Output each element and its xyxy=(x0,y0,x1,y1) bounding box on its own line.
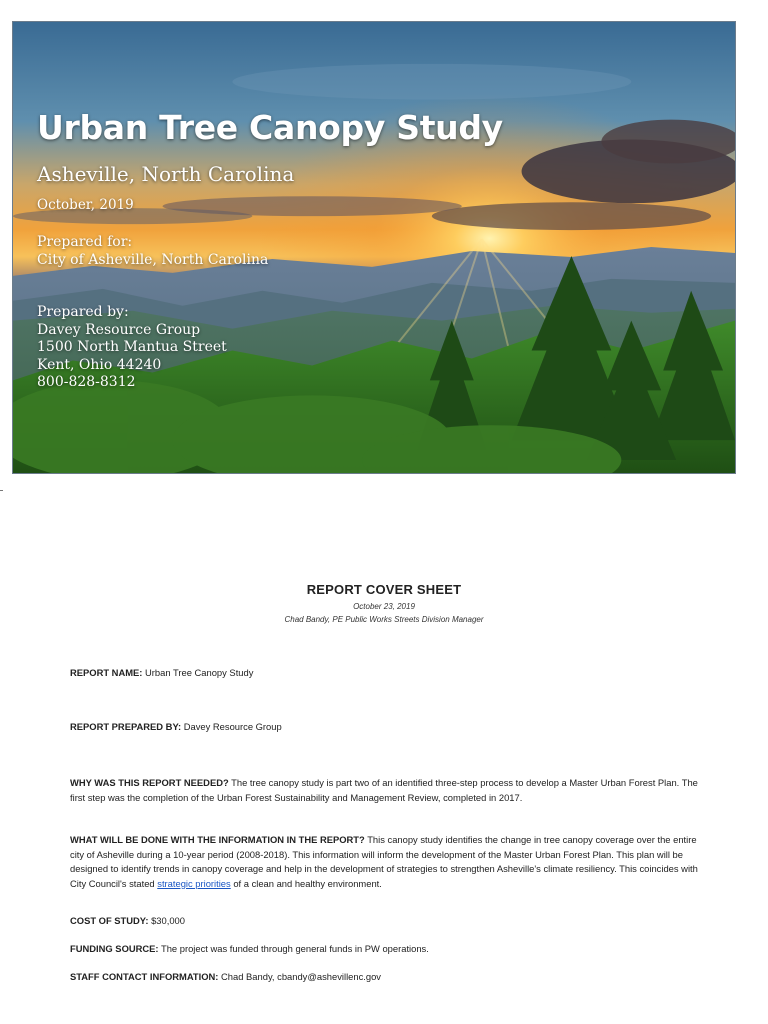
sheet-author: Chad Bandy, PE Public Works Streets Division Manager xyxy=(284,615,484,624)
what-done-text: This canopy study identifies the change in tree canopy coverage over the entire city of Asheville during a 10-year period (2008-2018). This information will inform the development of the Master Urban Forest Plan. This plan will be designed to identify trends in canopy coverage and help in the development of strategies to strengthen Asheville's climate resiliency. This coincides with City Council's stated xyxy=(70,834,698,889)
prepared-by-label: Prepared by: xyxy=(37,304,129,320)
prepared-by-line: Kent, Ohio 44240 xyxy=(37,356,162,373)
funding-value: The project was funded through general funds in PW operations. xyxy=(160,943,429,954)
cover-subtitle: Asheville, North Carolina xyxy=(37,162,295,186)
prepared-by-line: 800-828-8312 xyxy=(37,374,136,390)
cover-image xyxy=(12,21,736,474)
cost-value: $30,000 xyxy=(151,915,185,926)
what-done-label: WHAT WILL BE DONE WITH THE INFORMATION IN THE REPORT? xyxy=(70,834,365,845)
prepared-for-block xyxy=(37,234,268,269)
report-prepared-by-row xyxy=(70,720,700,735)
cover-title: Urban Tree Canopy Study xyxy=(37,108,503,147)
prepared-by-block xyxy=(37,304,227,392)
prepared-by-line: Davey Resource Group xyxy=(37,321,201,338)
prepared-for-name: City of Asheville, North Carolina xyxy=(37,251,269,268)
prepared-by-line: 1500 North Mantua Street xyxy=(37,339,227,355)
why-needed-label: WHY WAS THIS REPORT NEEDED? xyxy=(70,777,229,788)
cover-date: October, 2019 xyxy=(37,197,134,213)
report-name-label: REPORT NAME: xyxy=(70,667,143,678)
sheet-date: October 23, 2019 xyxy=(353,602,415,611)
report-name-value: Urban Tree Canopy Study xyxy=(145,667,254,678)
prepared-for-label: Prepared for: xyxy=(37,234,133,250)
cost-label: COST OF STUDY: xyxy=(70,915,149,926)
what-done-tail: of a clean and healthy environment. xyxy=(233,877,382,889)
margin-mark xyxy=(0,490,3,491)
report-prepared-by-value: Davey Resource Group xyxy=(183,721,282,732)
contact-row xyxy=(70,970,700,985)
funding-label: FUNDING SOURCE: xyxy=(70,943,159,954)
strategic-priorities-link[interactable]: strategic priorities xyxy=(157,877,231,889)
why-needed-text: The tree canopy study is part two of an identified three-step process to develop a Master Urban Forest Plan. The first step was the completion of the Urban Forest Sustainability and Management Review, completed in 2017. xyxy=(70,777,698,803)
contact-value: Chad Bandy, cbandy@ashevillenc.gov xyxy=(221,971,381,982)
funding-row xyxy=(70,942,700,957)
cost-row xyxy=(70,914,700,929)
why-needed-paragraph xyxy=(70,776,700,805)
sheet-title: REPORT COVER SHEET xyxy=(306,582,462,597)
report-prepared-by-label: REPORT PREPARED BY: xyxy=(70,721,182,732)
report-name-row xyxy=(70,666,700,681)
what-done-paragraph xyxy=(70,833,700,891)
contact-label: STAFF CONTACT INFORMATION: xyxy=(70,971,219,982)
